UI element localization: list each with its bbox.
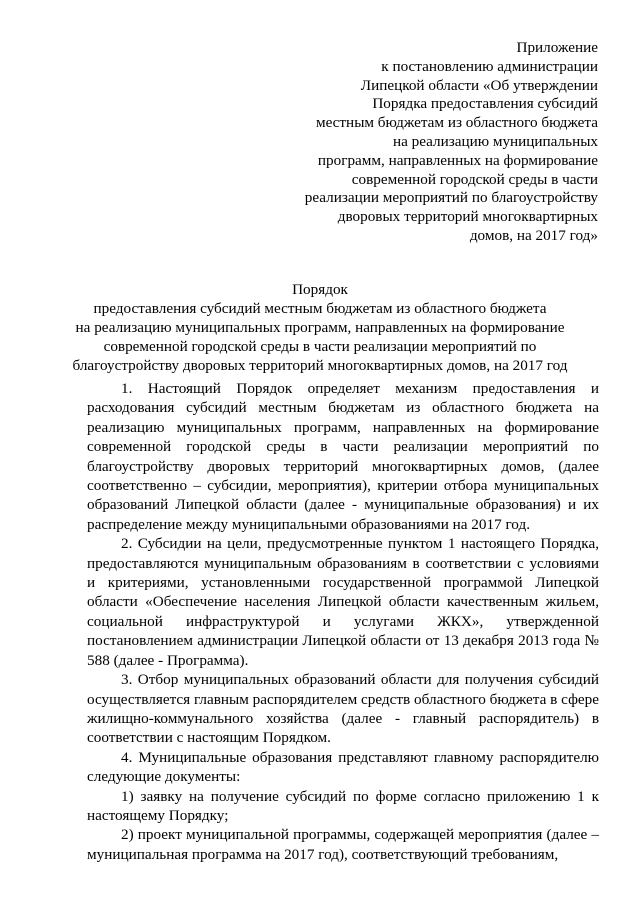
paragraph-4: 4. Муниципальные образования представляют главному распорядителю следующие документы: [87, 748, 599, 786]
document-title-block [40, 281, 600, 376]
appendix-header [278, 39, 598, 246]
document-title: Порядок [292, 281, 348, 298]
appendix-line: Приложение [516, 39, 598, 56]
document-subtitle-line: предоставления субсидий местным бюджетам из областного бюджета [93, 299, 547, 317]
appendix-line: домов, на 2017 год» [469, 226, 598, 244]
list-item-2: 2) проект муниципальной программы, содержащей мероприятия (далее – муниципальная программа на 2017 год), соответствующий требованиям, [87, 826, 599, 863]
document-body [87, 379, 599, 864]
document-subtitle-line: благоустройству дворовых территорий многоквартирных домов, на 2017 год [72, 356, 568, 374]
appendix-line: дворовых территорий многоквартирных [337, 208, 598, 226]
appendix-line: местным бюджетам из областного бюджета [315, 114, 598, 132]
list-item-1: 1) заявку на получение субсидий по форме согласно приложению 1 к настоящему Порядку; [87, 787, 599, 824]
appendix-line: к постановлению администрации [381, 57, 598, 75]
appendix-line: Липецкой области «Об утверждении [360, 76, 598, 94]
appendix-line: на реализацию муниципальных [392, 132, 598, 150]
document-subtitle-line: современной городской среды в части реализации мероприятий по [103, 337, 537, 355]
document-subtitle-line: на реализацию муниципальных программ, направленных на формирование [75, 318, 565, 336]
appendix-line: реализации мероприятий по благоустройству [304, 189, 598, 207]
appendix-line: современной городской среды в части [351, 170, 598, 188]
appendix-line: Порядка предоставления субсидий [372, 95, 598, 113]
paragraph-3: 3. Отбор муниципальных образований области для получения субсидий осуществляется главным распорядителем средств областного бюджета в сфере жилищно-коммунального хозяйства (далее - главный распорядитель) в соответствии с настоящим Порядком. [87, 671, 599, 747]
paragraph-2: 2. Субсидии на цели, предусмотренные пунктом 1 настоящего Порядка, предоставляются муниципальным образованиям в соответствии с условиями и критериями, установленными государственной программой Липецкой области «Обеспечение населения Липецкой области качественным жильем, социальной инфраструктурой и услугами ЖКХ», утвержденной постановлением администрации Липецкой области от 13 декабря 2013 года № 588 (далее - Программа). [87, 535, 599, 669]
appendix-line: программ, направленных на формирование [317, 151, 598, 169]
paragraph-1: 1. Настоящий Порядок определяет механизм предоставления и расходования субсидий местным бюджетам из областного бюджета на реализацию муниципальных программ, направленных на формирование современной городской среды в части реализации мероприятий по благоустройству дворовых территорий многоквартирных домов, (далее соответственно – субсидии, мероприятия), критерии отбора муниципальных образований Липецкой области (далее - муниципальные образования) и их распределение между муниципальными образованиями на 2017 год. [87, 380, 599, 533]
